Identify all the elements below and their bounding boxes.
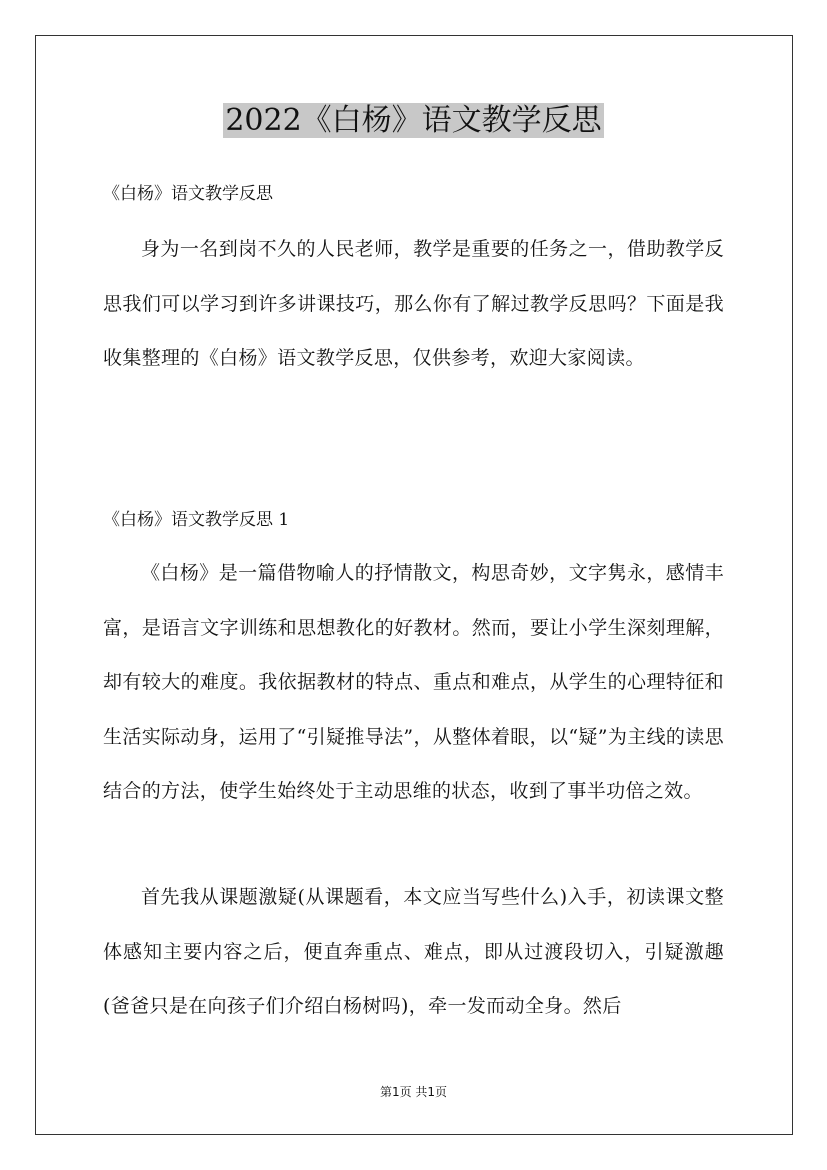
document-subtitle: 《白杨》语文教学反思 — [103, 184, 273, 204]
document-title-text: 2022《白杨》语文教学反思 — [225, 103, 602, 138]
document-title — [0, 100, 827, 142]
section-1-heading: 《白杨》语文教学反思 1 — [103, 510, 290, 530]
section-1-paragraph-2: 首先我从课题激疑(从课题看，本文应当写些什么)入手，初读课文整体感知主要内容之后，便直奔重点、难点，即从过渡段切入，引疑激趣(爸爸只是在向孩子们介绍白杨树吗)，牵一发而动全身。然后 — [103, 886, 724, 1017]
section-1-paragraph-1: 《白杨》是一篇借物喻人的抒情散文，构思奇妙，文字隽永，感情丰富，是语言文字训练和思想教化的好教材。然而，要让小学生深刻理解，却有较大的难度。我依据教材的特点、重点和难点，从学生的心理特征和生活实际动身，运用了“引疑推导法”，从整体着眼，以“疑”为主线的读思结合的方法，使学生始终处于主动思维的状态，收到了事半功倍之效。 — [103, 562, 724, 802]
intro-paragraph: 身为一名到岗不久的人民老师，教学是重要的任务之一，借助教学反思我们可以学习到许多讲课技巧，那么你有了解过教学反思吗？下面是我收集整理的《白杨》语文教学反思，仅供参考，欢迎大家阅读。 — [103, 238, 724, 369]
page-number-footer: 第1页 共1页 — [379, 1085, 448, 1099]
